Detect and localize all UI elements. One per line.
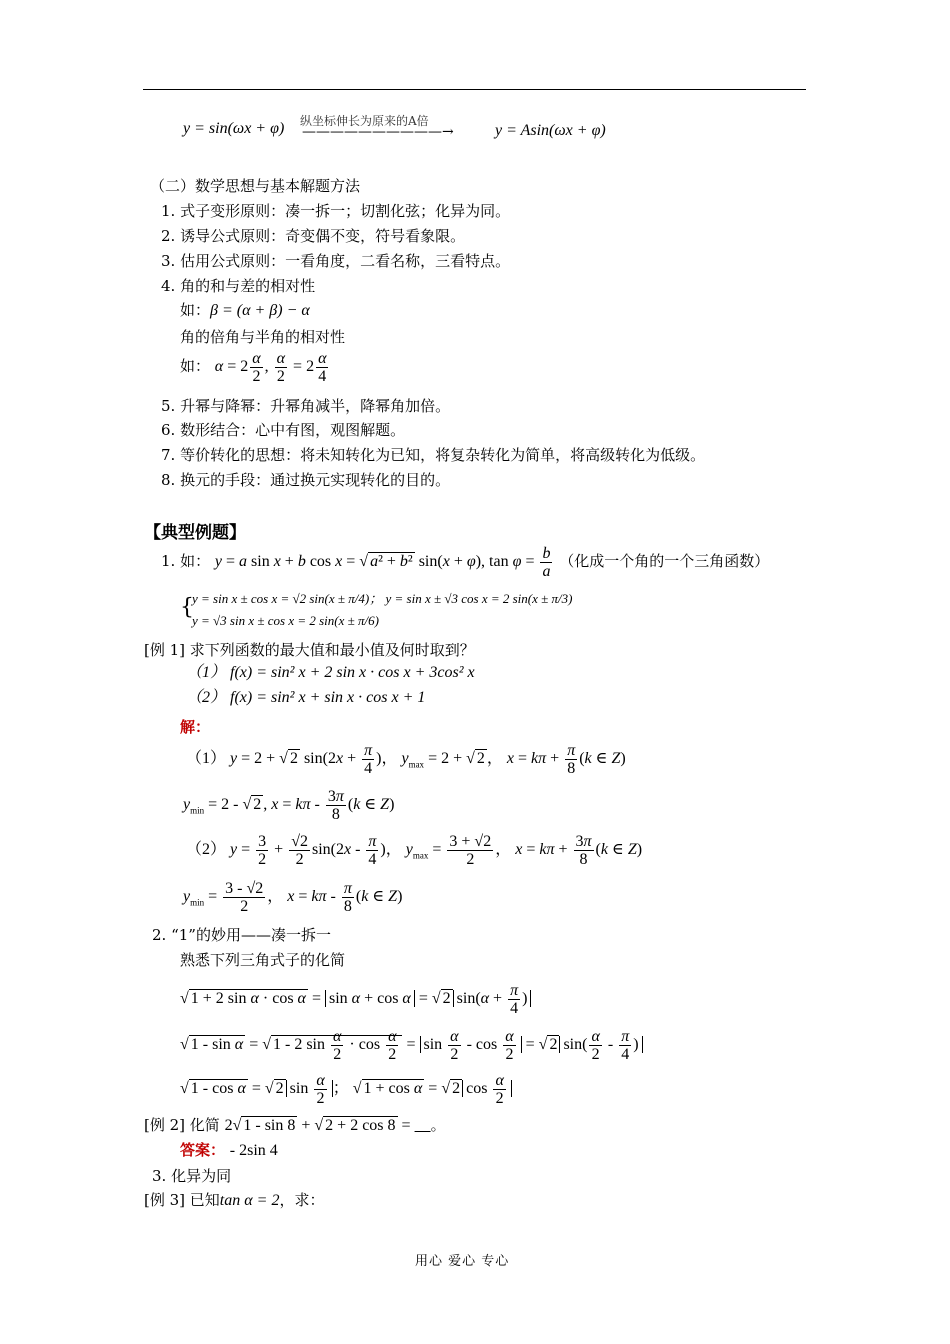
double-half-example: 如： α = 2 $\frac{\alpha}{2}$ , $\frac{\alpha}{2}$ = 2 $\frac{\alpha}{4}$	[180, 350, 327, 385]
transform-rhs: y = Asin(ωx + φ)	[495, 122, 606, 139]
example3-title: [例 3] 已知tan α = 2，求：	[144, 1191, 325, 1209]
brace-line-1: y = sin x ± cos x = √2 sin(x ± π/4)； y = sin x ± √3 cos x = 2 sin(x ± π/3)	[192, 591, 573, 606]
header-rule	[143, 89, 806, 90]
typical-item-1: 1. 如： y = a sin x + b cos x = √ a² + b² sin(x + φ), tan φ = $\frac{b}{a}$ （化成一个角的一个三角函数）	[161, 545, 770, 580]
typical-examples-heading: 【典型例题】	[144, 523, 246, 543]
example1-q1: （1） f(x) = sin² x + 2 sin x · cos x + 3cos² x	[186, 664, 475, 681]
example1-answer1-min: $y_{min} = 2$ - √ 2 , x = kπ - $\frac{3\pi}{8}$ (k ∈ Z)	[183, 788, 395, 823]
section2-item-8: 8. 换元的手段：通过换元实现转化的目的。	[161, 471, 451, 489]
section2-item-4: 4. 角的和与差的相对性	[161, 277, 316, 295]
example2-title: [例 2] 化简 2√ 1 - sin 8 + √ 2 + 2 cos 8 = 。	[144, 1116, 446, 1134]
left-brace: {	[180, 595, 194, 620]
double-half-title: 角的倍角与半角的相对性	[180, 328, 346, 346]
section2-title: （二）数学思想与基本解题方法	[150, 177, 361, 195]
footer-text: 用心 爱心 专心	[415, 1254, 510, 1269]
example1-title: [例 1] 求下列函数的最大值和最小值及何时取到？	[144, 641, 475, 659]
section2-item-1: 1. 式子变形原则：凑一拆一；切割化弦；化异为同。	[161, 202, 511, 220]
section2-item-7: 7. 等价转化的思想：将未知转化为已知，将复杂转化为简单，将高级转化为低级。	[161, 446, 706, 464]
identity-2: √ 1 - sin α = √ 1 - 2 sin $\frac{\alpha}{2}$ · cos $\frac{\alpha}{2}$ = sin $\frac{\alpha}{2}$ - cos $\frac{\alpha}{2}$ = √ 2 sin( $\frac{\alpha}{2}$ - $\frac{\pi}{4}$ )	[180, 1028, 643, 1063]
section2-item-5: 5. 升幂与降幂：升幂角减半，降幂角加倍。	[161, 397, 451, 415]
example1-answer2-min: $y_{min}$ = $\frac{3 - √2}{2}$ ， x = kπ - $\frac{\pi}{8}$ (k ∈ Z)	[183, 880, 403, 915]
item2-title: 2. “1”的妙用——凑一拆一	[152, 926, 331, 944]
identity-1: √ 1 + 2 sin α · cos α = sin α + cos α = √ 2 sin(α + $\frac{\pi}{4}$ )	[180, 982, 531, 1017]
example1-answer2: （2） y = $\frac{3}{2}$ + $\frac{√2}{2}$ sin(2x - $\frac{\pi}{4}$ )， $y_{max}$ = $\frac{3 + √2}{2}$ ， x = kπ + $\frac{3\pi}{8}$ (k ∈ Z)	[186, 833, 643, 868]
solution-label: 解：	[180, 718, 211, 736]
section2-item-6: 6. 数形结合：心中有图，观图解题。	[161, 421, 406, 439]
example1-answer1: （1） y = 2 + √ 2 sin(2x + $\frac{\pi}{4}$ )， $y_{max} = 2$ + √ 2 ， x = kπ + $\frac{\pi}{8}$ (k ∈ Z)	[186, 742, 626, 777]
transform-arrow-label: 纵坐标伸长为原来的A倍	[300, 114, 429, 128]
identity-3: √ 1 - cos α = √ 2 sin $\frac{\alpha}{2}$ ； √ 1 + cos α = √ 2 cos $\frac{\alpha}{2}$	[180, 1072, 512, 1107]
item2-subtitle: 熟悉下列三角式子的化简	[180, 951, 346, 969]
example1-q2: （2） f(x) = sin² x + sin x · cos x + 1	[186, 689, 426, 706]
transform-arrow: ——————————→	[302, 124, 454, 140]
brace-line-2: y = √3 sin x ± cos x = 2 sin(x ± π/6)	[192, 613, 379, 628]
section2-item-2: 2. 诱导公式原则：奇变偶不变，符号看象限。	[161, 227, 466, 245]
transform-lhs: y = sin(ωx + φ)	[183, 120, 285, 137]
section2-item-3: 3. 估用公式原则：一看角度，二看名称，三看特点。	[161, 252, 511, 270]
example2-answer: 答案： - 2sin 4	[180, 1141, 278, 1159]
sum-diff-example: 如：β = (α + β) − α	[180, 301, 310, 319]
item3-title: 3. 化异为同	[152, 1167, 232, 1185]
